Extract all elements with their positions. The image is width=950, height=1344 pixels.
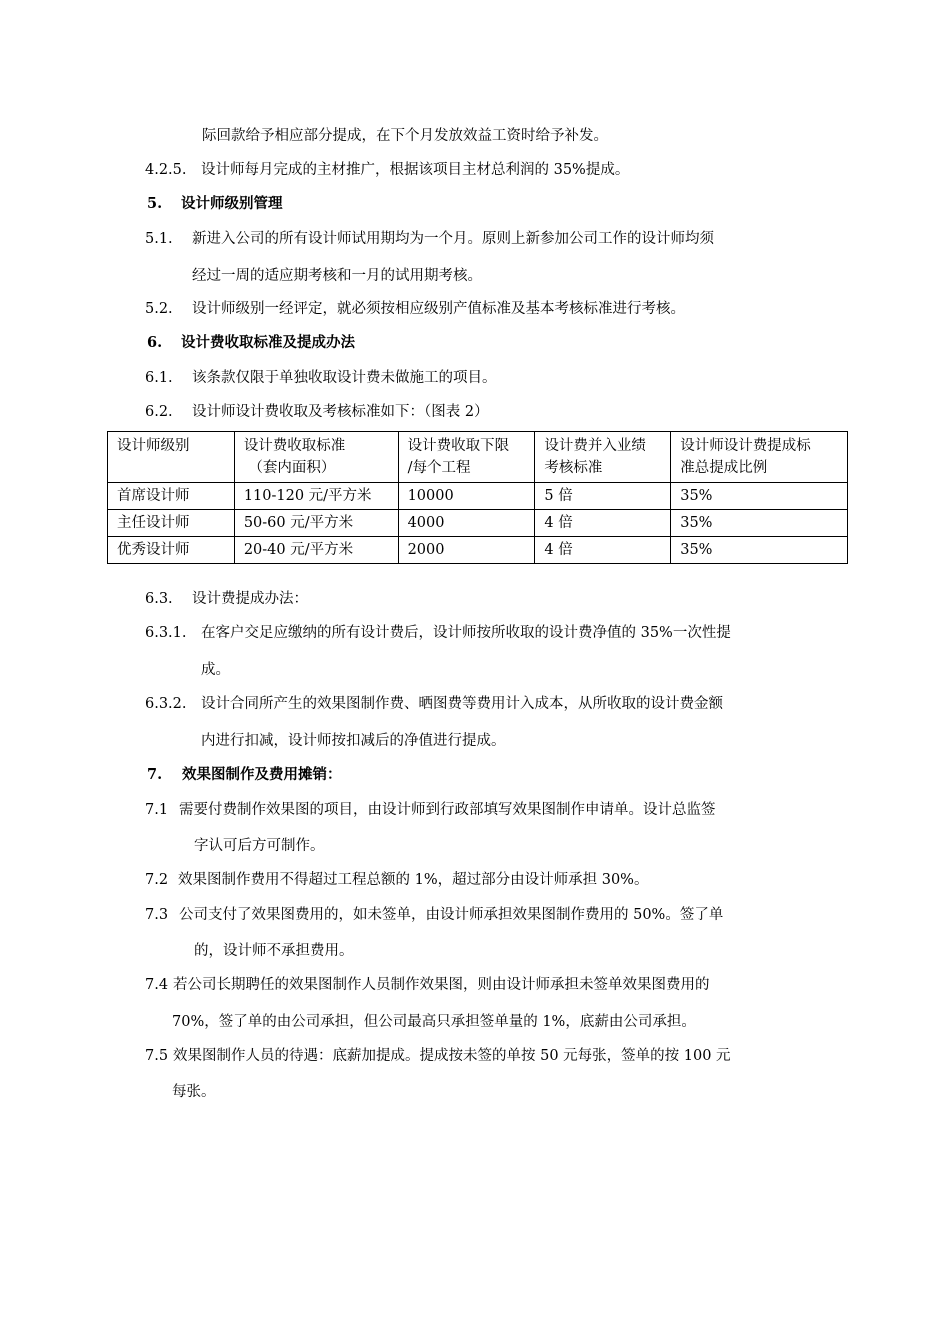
- table-row: [108, 483, 848, 510]
- table-cell: 4 倍: [535, 537, 671, 564]
- header-cell: 设计费收取下限 /每个工程: [398, 432, 535, 483]
- table-cell: 35%: [671, 537, 848, 564]
- table-row: [108, 537, 848, 564]
- header-cell: 设计费并入业绩 考核标准: [535, 432, 671, 483]
- clause-7-3-cont: 的，设计师不承担费用。: [194, 943, 354, 959]
- table-cell: 4000: [398, 510, 535, 537]
- clause-5-1-cont: 经过一周的适应期考核和一月的试用期考核。: [192, 268, 482, 284]
- section-5-heading: 5. 设计师级别管理: [147, 195, 283, 212]
- table-cell: 20-40 元/平方米: [234, 537, 398, 564]
- table-cell: 5 倍: [535, 483, 671, 510]
- section-6-heading: 6. 设计费收取标准及提成办法: [147, 334, 355, 351]
- header-cell: 设计师级别: [108, 432, 235, 483]
- table-cell: 35%: [671, 483, 848, 510]
- table-cell: 110-120 元/平方米: [234, 483, 398, 510]
- table-cell: 首席设计师: [108, 483, 235, 510]
- paragraph-continuation: 际回款给予相应部分提成，在下个月发放效益工资时给予补发。: [202, 128, 608, 144]
- clause-7-4-cont: 70%，签了单的由公司承担，但公司最高只承担签单量的 1%，底薪由公司承担。: [172, 1014, 696, 1030]
- clause-5-1: 5.1. 新进入公司的所有设计师试用期均为一个月。原则上新参加公司工作的设计师均须: [145, 231, 714, 247]
- table-cell: 主任设计师: [108, 510, 235, 537]
- clause-7-5: 7.5 效果图制作人员的待遇：底薪加提成。提成按未签的单按 50 元每张，签单的按 100 元: [145, 1048, 731, 1064]
- table-cell: 优秀设计师: [108, 537, 235, 564]
- clause-6-3-2: 6.3.2. 设计合同所产生的效果图制作费、晒图费等费用计入成本，从所收取的设计费金额: [145, 696, 723, 712]
- clause-6-3: 6.3. 设计费提成办法：: [145, 591, 308, 607]
- clause-7-1-cont: 字认可后方可制作。: [194, 838, 325, 854]
- clause-7-1: 7.1 需要付费制作效果图的项目，由设计师到行政部填写效果图制作申请单。设计总监签: [145, 802, 716, 818]
- table-cell: 10000: [398, 483, 535, 510]
- clause-6-1: 6.1. 该条款仅限于单独收取设计费未做施工的项目。: [145, 370, 497, 386]
- table-header-row: [108, 432, 848, 483]
- clause-7-5-cont: 每张。: [172, 1084, 216, 1100]
- header-cell: 设计师设计费提成标 准总提成比例: [671, 432, 848, 483]
- section-7-heading: 7. 效果图制作及费用摊销：: [147, 766, 342, 783]
- table-cell: 4 倍: [535, 510, 671, 537]
- clause-6-3-1-cont: 成。: [201, 662, 230, 678]
- clause-7-2: 7.2 效果图制作费用不得超过工程总额的 1%，超过部分由设计师承担 30%。: [145, 872, 649, 888]
- clause-6-3-2-cont: 内进行扣减，设计师按扣减后的净值进行提成。: [201, 733, 506, 749]
- table-cell: 2000: [398, 537, 535, 564]
- clause-5-2: 5.2. 设计师级别一经评定，就必须按相应级别产值标准及基本考核标准进行考核。: [145, 301, 685, 317]
- clause-4-2-5: 4.2.5. 设计师每月完成的主材推广，根据该项目主材总利润的 35%提成。: [145, 162, 630, 178]
- table-cell: 35%: [671, 510, 848, 537]
- table-cell: 50-60 元/平方米: [234, 510, 398, 537]
- header-cell: 设计费收取标准 （套内面积）: [234, 432, 398, 483]
- design-fee-table: [107, 431, 848, 564]
- clause-7-4: 7.4 若公司长期聘任的效果图制作人员制作效果图，则由设计师承担未签单效果图费用的: [145, 977, 710, 993]
- table-row: [108, 510, 848, 537]
- clause-6-2: 6.2. 设计师设计费收取及考核标准如下：（图表 2）: [145, 404, 489, 420]
- clause-6-3-1: 6.3.1. 在客户交足应缴纳的所有设计费后，设计师按所收取的设计费净值的 35%一次性提: [145, 625, 731, 641]
- clause-7-3: 7.3 公司支付了效果图费用的，如未签单，由设计师承担效果图制作费用的 50%。签了单: [145, 907, 724, 923]
